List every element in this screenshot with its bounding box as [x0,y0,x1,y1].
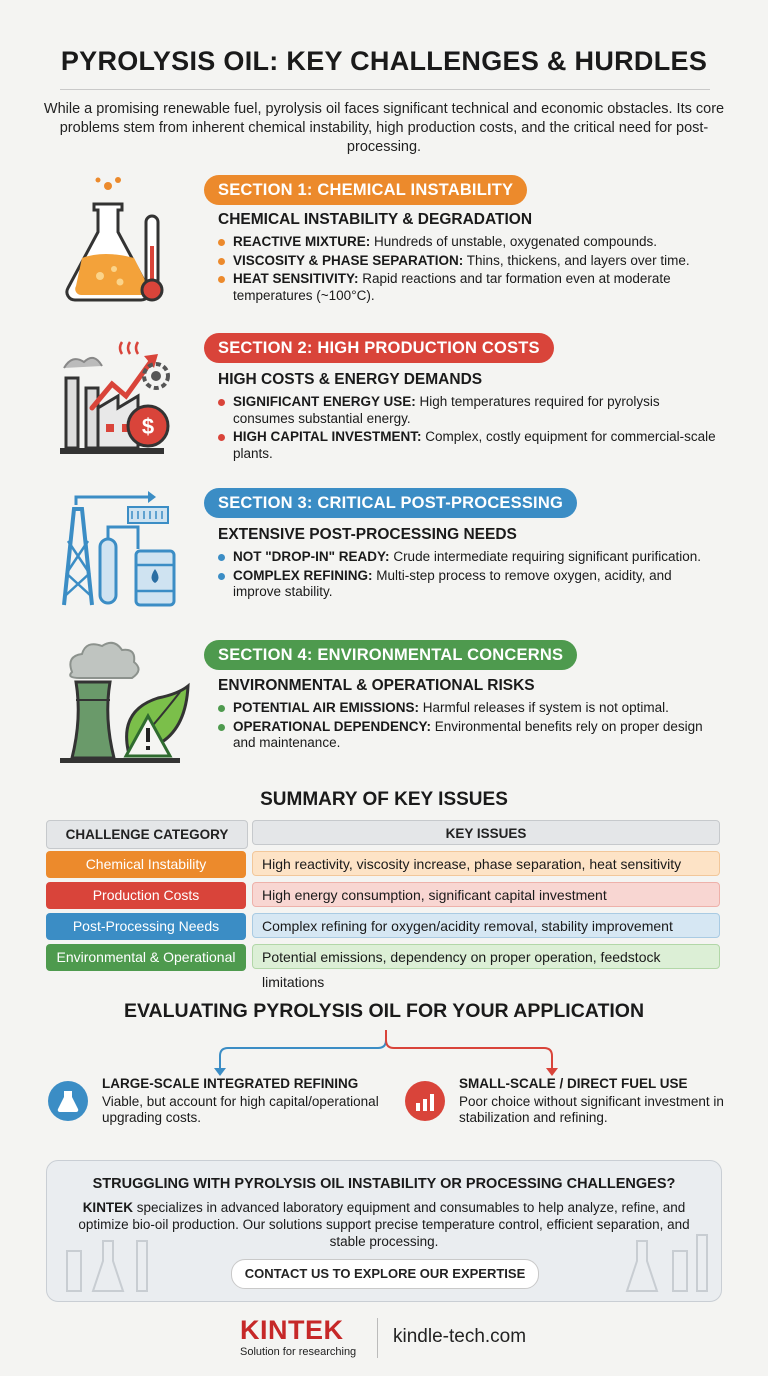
section-production-costs [0,330,768,480]
section-bullets [218,700,718,754]
title-divider [60,89,710,90]
section-bullets [218,234,718,306]
column-header: KEY ISSUES [252,820,720,845]
bullet-dot [218,239,225,246]
table-header-row [46,820,722,847]
website-link[interactable]: kindle-tech.com [393,1326,527,1347]
table-cell-issues: Complex refining for oxygen/acidity removal, stability improvement [252,913,720,938]
page-title: PYROLYSIS OIL: KEY CHALLENGES & HURDLES [60,46,708,76]
list-item: NOT "DROP-IN" READY: Crude intermediate requiring significant purification. [218,549,718,566]
summary-title: SUMMARY OF KEY ISSUES [260,789,508,810]
evaluation-title: EVALUATING PYROLYSIS OIL FOR YOUR APPLICATION [123,1000,645,1022]
bullet-dot [218,258,225,265]
bullet-dot [218,399,225,406]
table-cell-category: Post-Processing Needs [46,913,246,940]
section-bullets [218,394,718,464]
list-item: SIGNIFICANT ENERGY USE: High temperatures required for pyrolysis consumes substantial energy. [218,394,718,427]
section-heading: HIGH COSTS & ENERGY DEMANDS [218,371,483,388]
section-post-processing [0,485,768,635]
evaluation-small-scale [459,1076,729,1126]
bullet-dot [218,276,225,283]
list-item: OPERATIONAL DEPENDENCY: Environmental benefits rely on proper design and maintenance. [218,719,718,752]
evaluation-heading: LARGE-SCALE INTEGRATED REFINING [102,1076,359,1091]
svg-text:$: $ [141,414,155,439]
section-heading: EXTENSIVE POST-PROCESSING NEEDS [218,526,517,543]
lab-flask-icon [48,1081,88,1121]
lab-flask-thermometer-icon [52,176,192,306]
table-cell-category: Chemical Instability [46,851,246,878]
evaluation-heading: SMALL-SCALE / DIRECT FUEL USE [459,1076,688,1091]
bullet-dot [218,554,225,561]
list-item: COMPLEX REFINING: Multi-step process to remove oxygen, acidity, and improve stability. [218,568,718,601]
section-badge: SECTION 3: CRITICAL POST-PROCESSING [204,488,577,518]
column-header: CHALLENGE CATEGORY [46,820,248,849]
section-heading: CHEMICAL INSTABILITY & DEGRADATION [218,211,533,228]
table-cell-category: Environmental & Operational [46,944,246,971]
section-environmental [0,638,768,788]
branch-arrows [200,1028,580,1076]
contact-us-button[interactable]: CONTACT US TO EXPLORE OUR EXPERTISE [231,1259,539,1289]
list-item: HIGH CAPITAL INVESTMENT: Complex, costly equipment for commercial-scale plants. [218,429,718,462]
section-badge: SECTION 1: CHEMICAL INSTABILITY [204,175,527,205]
cta-brand: KINTEK [82,1200,133,1215]
table-row [46,913,722,940]
logo-tagline: Solution for researching [240,1346,357,1358]
cost-chart-icon [405,1081,445,1121]
table-cell-issues: High energy consumption, significant capital investment [252,882,720,907]
table-cell-issues: High reactivity, viscosity increase, phase separation, heat sensitivity [252,851,720,876]
list-item: VISCOSITY & PHASE SEPARATION: Thins, thickens, and layers over time. [218,253,718,270]
evaluation-large-scale [102,1076,382,1126]
section-heading: ENVIRONMENTAL & OPERATIONAL RISKS [218,677,535,694]
list-item: REACTIVE MIXTURE: Hundreds of unstable, oxygenated compounds. [218,234,718,251]
summary-table [46,820,722,990]
footer-divider [377,1318,378,1358]
section-chemical-instability [0,170,768,320]
table-row [46,851,722,878]
bullet-dot [218,724,225,731]
intro-text: While a promising renewable fuel, pyrolysis oil faces significant technical and economic obstacles. Its core problems stem from inherent chemical instability, high production costs, and the critical need for post-processing. [43,101,725,155]
emissions-warning-icon [52,638,192,768]
section-badge: SECTION 2: HIGH PRODUCTION COSTS [204,333,554,363]
evaluation-text: Viable, but account for high capital/operational upgrading costs. [102,1094,379,1125]
cta-panel [46,1160,722,1302]
list-item: HEAT SENSITIVITY: Rapid reactions and tar formation even at moderate temperatures (~100°C). [218,271,718,304]
bullet-dot [218,434,225,441]
cta-body: KINTEK specializes in advanced laboratory equipment and consumables to help analyze, refine, and optimize bio-oil production. Our solutions support precise temperature control, efficient separation, and stable processing. [78,1200,690,1249]
table-cell-issues: Potential emissions, dependency on proper operation, feedstock limitations [252,944,720,969]
evaluation-text: Poor choice without significant investment in stabilization and refining. [459,1094,724,1125]
section-badge: SECTION 4: ENVIRONMENTAL CONCERNS [204,640,577,670]
factory-cost-icon [52,334,192,464]
table-row [46,882,722,909]
list-item: POTENTIAL AIR EMISSIONS: Harmful releases if system is not optimal. [218,700,718,717]
bullet-dot [218,705,225,712]
logo-text: KINTEK [240,1315,344,1345]
table-cell-category: Production Costs [46,882,246,909]
kintek-logo [240,1315,356,1358]
bullet-dot [218,573,225,580]
section-bullets [218,549,718,603]
table-row [46,944,722,990]
cta-heading: STRUGGLING WITH PYROLYSIS OIL INSTABILITY OR PROCESSING CHALLENGES? [92,1176,676,1192]
refinery-barrel-icon [52,485,192,615]
